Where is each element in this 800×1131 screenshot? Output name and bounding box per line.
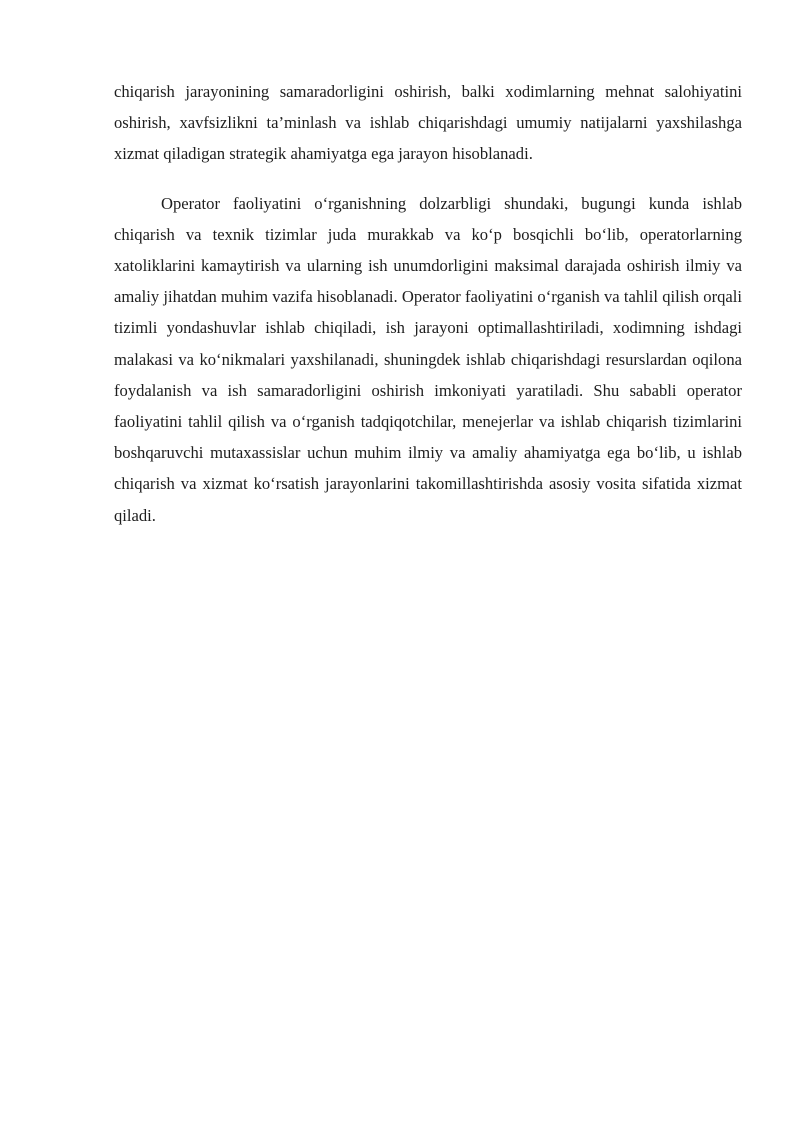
document-body [114, 76, 742, 531]
paragraph-continuation: chiqarish jarayonining samaradorligini oshirish, balki xodimlarning mehnat salohiyatini oshirish, xavfsizlikni ta’minlash va ishlab chiqarishdagi umumiy natijalarni yaxshilashga xizmat qiladigan strategik ahamiyatga ega jarayon hisoblanadi. [114, 82, 742, 164]
paragraph-operator-relevance: Operator faoliyatini o‘rganishning dolzarbligi shundaki, bugungi kunda ishlab chiqarish va texnik tizimlar juda murakkab va ko‘p bosqichli bo‘lib, operatorlarning xatoliklarini kamaytirish va ularning ish unumdorligini maksimal darajada oshirish ilmiy va amaliy jihatdan muhim vazifa hisoblanadi. Operator faoliyatini o‘rganish va tahlil qilish orqali tizimli yondashuvlar ishlab chiqiladi, ish jarayoni optimallashtiriladi, xodimning ishdagi malakasi va ko‘nikmalari yaxshilanadi, shuningdek ishlab chiqarishdagi resurslardan oqilona foydalanish va ish samaradorligini oshirish imkoniyati yaratiladi. Shu sababli operator faoliyatini tahlil qilish va o‘rganish tadqiqotchilar, menejerlar va ishlab chiqarish tizimlarini boshqaruvchi mutaxassislar uchun muhim ilmiy va amaliy ahamiyatga ega bo‘lib, u ishlab chiqarish va xizmat ko‘rsatish jarayonlarini takomillashtirishda asosiy vosita sifatida xizmat qiladi. [114, 193, 742, 525]
